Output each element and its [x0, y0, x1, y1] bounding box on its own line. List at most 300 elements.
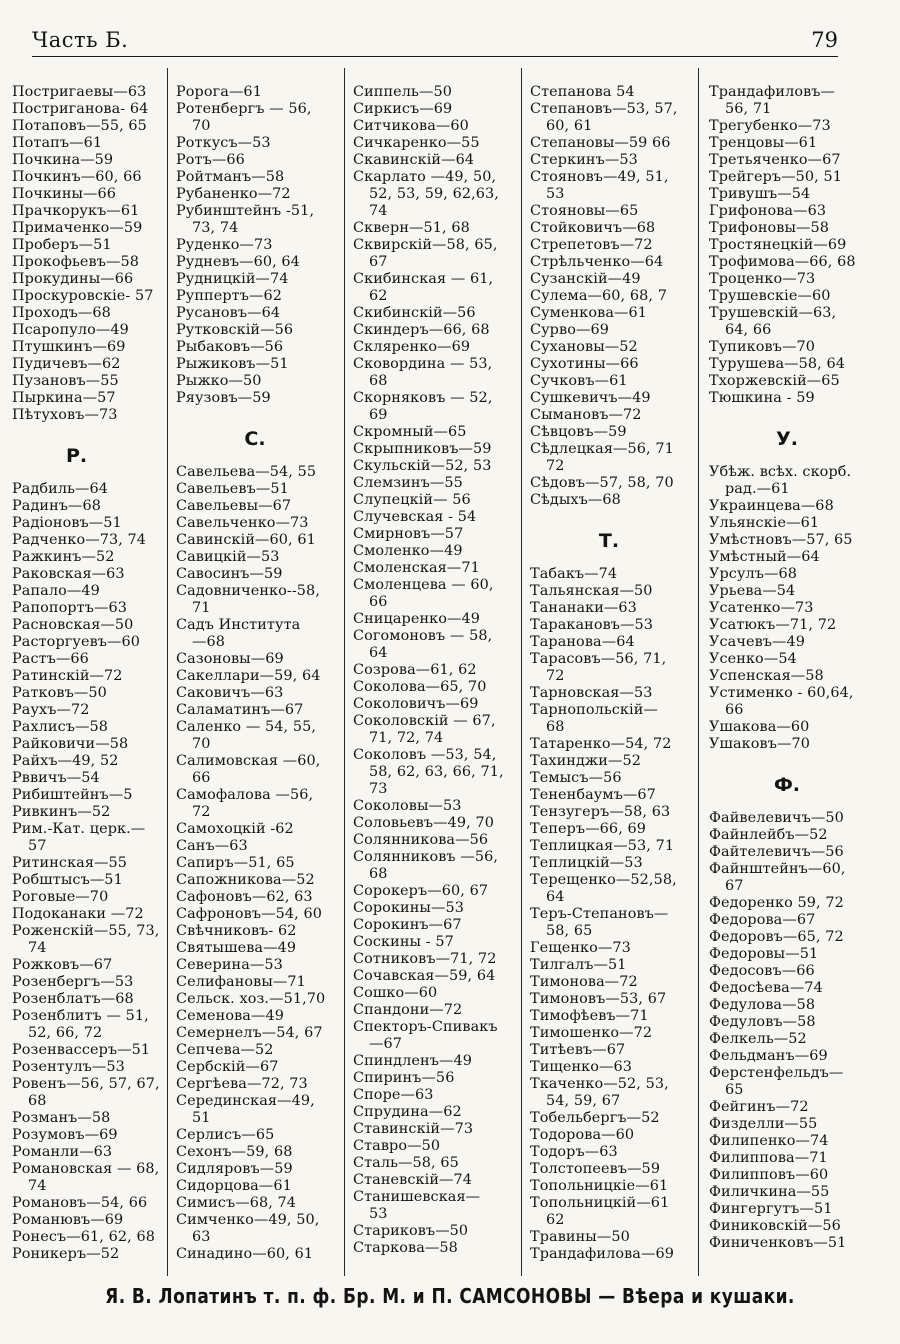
- index-entry: Розентулъ—53: [12, 1059, 125, 1075]
- index-entry: Тимоновъ—53, 67: [530, 991, 667, 1007]
- index-entry: Соколовы—53: [353, 798, 462, 814]
- index-entry: Почкина—59: [12, 152, 114, 168]
- index-entry: Федоровъ—65, 72: [709, 929, 844, 945]
- index-entry: Розманъ—58: [12, 1110, 111, 1126]
- index-entry: Филичкина—55: [709, 1184, 830, 1200]
- index-entry: Трушевскій—63, 64, 66: [709, 305, 837, 338]
- index-entry: Усачевъ—49: [709, 634, 806, 650]
- index-entry: Тарнопольскій— 68: [530, 702, 658, 735]
- index-entry: Трандафиловъ— 56, 71: [709, 84, 836, 117]
- index-entry: Проберъ—51: [12, 237, 112, 253]
- column-5: [699, 68, 875, 1276]
- index-entry: Суменкова—61: [530, 305, 648, 321]
- index-entry: Фельдманъ—69: [709, 1048, 828, 1064]
- index-entry: Пѣтуховъ—73: [12, 407, 118, 423]
- index-entry: Савельевы—67: [176, 498, 292, 514]
- index-entry: Савинскій—60, 61: [176, 532, 316, 548]
- index-entry: Топольницкіе—61: [530, 1178, 669, 1194]
- index-entry: Ривкинъ—52: [12, 804, 111, 820]
- index-entry: Финиченковъ—51: [709, 1235, 847, 1251]
- index-entry: Тахинджи—52: [530, 753, 641, 769]
- index-entry: Федорова—67: [709, 912, 816, 928]
- index-entry: Пыркина—57: [12, 390, 116, 406]
- index-entry: Троценко—73: [709, 271, 816, 287]
- index-entry: Потапъ—61: [12, 135, 103, 151]
- index-entry: Рыжиковъ—51: [176, 356, 289, 372]
- index-entry: Романовская — 68, 74: [12, 1161, 160, 1194]
- index-entry: Ульянскіе—61: [709, 515, 820, 531]
- index-entry: Розенблатъ—68: [12, 991, 134, 1007]
- index-entry: Ротъ—66: [176, 152, 245, 168]
- index-entry: Соскины - 57: [353, 934, 454, 950]
- index-entry: Северина—53: [176, 957, 283, 973]
- index-entry: Темысъ—56: [530, 770, 622, 786]
- index-entry: Рахлисъ—58: [12, 719, 109, 735]
- index-entry: Гещенко—73: [530, 940, 631, 956]
- index-entry: Рыжко—50: [176, 373, 262, 389]
- index-entry: Радбиль—64: [12, 481, 109, 497]
- section-letter-heading: Ф.: [773, 774, 801, 796]
- index-entry: Сницаренко—49: [353, 611, 481, 627]
- index-entry: Райхъ—49, 52: [12, 753, 119, 769]
- index-entry: Степановы—59 66: [530, 135, 671, 151]
- index-entry: Проскуровскіе- 57: [12, 288, 154, 304]
- index-entry: Савицкій—53: [176, 549, 280, 565]
- index-entry: Рубинштейнъ -51, 73, 74: [176, 203, 315, 236]
- index-entry: Тарновская—53: [530, 685, 653, 701]
- index-entry: Рудницкій—74: [176, 271, 289, 287]
- index-entry: Тененбаумъ—67: [530, 787, 656, 803]
- index-entry: Тростянецкій—69: [709, 237, 847, 253]
- index-entry: Смоленко—49: [353, 543, 463, 559]
- index-entry: Ситчикова—60: [353, 118, 469, 134]
- index-entry: Самофалова —56, 72: [176, 787, 314, 820]
- index-entry: Умѣстный—64: [709, 549, 820, 565]
- index-entry: Смирновъ—57: [353, 526, 464, 542]
- page-number: 79: [811, 28, 838, 52]
- index-entry: Сурво—69: [530, 322, 609, 338]
- index-entry: Рапало—49: [12, 583, 100, 599]
- index-entry: Устименко - 60,64, 66: [709, 685, 854, 718]
- index-entry: Скромный—65: [353, 424, 467, 440]
- index-entry: Ратковъ—50: [12, 685, 107, 701]
- index-columns: [0, 68, 900, 1276]
- index-entry: Потаповъ—55, 65: [12, 118, 147, 134]
- index-entry: Тривушъ—54: [709, 186, 811, 202]
- index-entry: Подоканаки —72: [12, 906, 144, 922]
- index-entry: Споре—63: [353, 1087, 434, 1103]
- index-entry: Финиковскій—56: [709, 1218, 841, 1234]
- index-entry: Робштысъ—51: [12, 872, 123, 888]
- index-entry: Усенко—54: [709, 651, 797, 667]
- index-entry: Ставинскій—73: [353, 1121, 474, 1137]
- index-entry: Савосинъ—59: [176, 566, 283, 582]
- index-entry: Сапожникова—52: [176, 872, 315, 888]
- index-entry: Роженскій—55, 73, 74: [12, 923, 160, 956]
- index-entry: Почкины—66: [12, 186, 117, 202]
- index-entry: Сазоновы—69: [176, 651, 284, 667]
- index-entry: Сафроновъ—54, 60: [176, 906, 323, 922]
- index-entry: Ушаковъ—70: [709, 736, 810, 752]
- index-entry: Созрова—61, 62: [353, 662, 477, 678]
- index-entry: Тимофѣевъ—71: [530, 1008, 649, 1024]
- index-entry: Постриганова- 64: [12, 101, 149, 117]
- index-entry: Скарлато —49, 50, 52, 53, 59, 62,63, 74: [353, 169, 499, 219]
- index-entry: Ферстенфельдъ— 65: [709, 1065, 844, 1098]
- index-entry: Тодорова—60: [530, 1127, 635, 1143]
- index-entry: Таракановъ—53: [530, 617, 654, 633]
- index-entry: Фейгинъ—72: [709, 1099, 809, 1115]
- index-entry: Семенова—49: [176, 1008, 284, 1024]
- index-entry: Ряузовъ—59: [176, 390, 271, 406]
- index-entry: Рубаненко—72: [176, 186, 291, 202]
- index-entry: Тимошенко—72: [530, 1025, 653, 1041]
- index-entry: Сулема—60, 68, 7: [530, 288, 667, 304]
- index-entry: Серлисъ—65: [176, 1127, 275, 1143]
- index-entry: Сакеллари—59, 64: [176, 668, 321, 684]
- index-entry: Соколовъ —53, 54, 58, 62, 63, 66, 71, 73: [353, 747, 504, 797]
- index-entry: Синадино—60, 61: [176, 1246, 314, 1262]
- index-entry: Ушакова—60: [709, 719, 810, 735]
- index-entry: Ставро—50: [353, 1138, 441, 1154]
- index-entry: Степановъ—53, 57, 60, 61: [530, 101, 678, 134]
- index-entry: Рыбаковъ—56: [176, 339, 284, 355]
- index-entry: Скляренко—69: [353, 339, 471, 355]
- advertisement-footer: Я. В. Лопатинъ т. п. ф. Бр. М. и П. САМСОНОВЫ — Вѣера и кушаки.: [105, 1284, 795, 1308]
- index-entry: Роговые—70: [12, 889, 109, 905]
- index-entry: Соколовичъ—69: [353, 696, 479, 712]
- index-entry: Розенвассеръ—51: [12, 1042, 151, 1058]
- index-entry: Сехонъ—59, 68: [176, 1144, 293, 1160]
- index-entry: Птушкинъ—69: [12, 339, 126, 355]
- index-entry: Скавинскій—64: [353, 152, 475, 168]
- index-entry: Саламатинъ—67: [176, 702, 304, 718]
- index-entry: Соловьевъ—49, 70: [353, 815, 494, 831]
- index-entry: Трегубенко—73: [709, 118, 831, 134]
- index-entry: Санъ—63: [176, 838, 248, 854]
- index-entry: Романли—63: [12, 1144, 113, 1160]
- index-entry: Трушевскіе—60: [709, 288, 831, 304]
- part-title: Часть Б.: [32, 28, 129, 52]
- index-entry: Слупецкій— 56: [353, 492, 471, 508]
- index-entry: Украинцева—68: [709, 498, 834, 514]
- index-entry: Скверн—51, 68: [353, 220, 470, 236]
- index-entry: Расновская—50: [12, 617, 134, 633]
- index-entry: Тищенко—63: [530, 1059, 633, 1075]
- index-entry: Скорняковъ — 52, 69: [353, 390, 493, 423]
- index-entry: Солянниковъ —56, 68: [353, 849, 499, 882]
- index-entry: Спандони—72: [353, 1002, 463, 1018]
- index-entry: Салимовская —60, 66: [176, 753, 321, 786]
- index-entry: Сорокинъ—67: [353, 917, 462, 933]
- index-entry: Стеркинъ—53: [530, 152, 638, 168]
- index-entry: Саковичъ—63: [176, 685, 284, 701]
- index-entry: Сталь—58, 65: [353, 1155, 459, 1171]
- index-entry: Станевскій—74: [353, 1172, 473, 1188]
- index-entry: Садъ Института —68: [176, 617, 301, 650]
- index-entry: Тимонова—72: [530, 974, 638, 990]
- index-entry: Рутковскій—56: [176, 322, 294, 338]
- index-entry: Сѣдовъ—57, 58, 70: [530, 475, 674, 491]
- index-entry: Радченко—73, 74: [12, 532, 147, 548]
- index-entry: Руденко—73: [176, 237, 273, 253]
- index-entry: Сошко—60: [353, 985, 438, 1001]
- index-entry: Постригаевы—63: [12, 84, 147, 100]
- index-entry: Федосовъ—66: [709, 963, 815, 979]
- index-entry: Сорокины—53: [353, 900, 464, 916]
- index-entry: Турушева—58, 64: [709, 356, 845, 372]
- index-entry: Спиринъ—56: [353, 1070, 455, 1086]
- index-entry: Трейгеръ—50, 51: [709, 169, 843, 185]
- column-1: [8, 68, 168, 1276]
- index-entry: Толстопеевъ—59: [530, 1161, 661, 1177]
- index-entry: Сотниковъ—71, 72: [353, 951, 497, 967]
- index-entry: Случевская - 54: [353, 509, 477, 525]
- index-entry: Стояновы—65: [530, 203, 639, 219]
- index-entry: Федулова—58: [709, 997, 816, 1013]
- index-entry: Раковская—63: [12, 566, 125, 582]
- index-entry: Прокудины—66: [12, 271, 134, 287]
- index-entry: Степанова 54: [530, 84, 635, 100]
- index-entry: Тензугеръ—58, 63: [530, 804, 671, 820]
- index-entry: Сергѣева—72, 73: [176, 1076, 308, 1092]
- index-entry: Сѣвцовъ—59: [530, 424, 627, 440]
- index-entry: Топольницкій—61 62: [530, 1195, 670, 1228]
- index-entry: Рудневъ—60, 64: [176, 254, 300, 270]
- index-entry: Урьева—54: [709, 583, 796, 599]
- index-entry: Садовниченко--58, 71: [176, 583, 320, 616]
- index-entry: Расторгуевъ—60: [12, 634, 141, 650]
- index-entry: Смоленцева — 60, 66: [353, 577, 494, 610]
- index-entry: Растъ—66: [12, 651, 89, 667]
- index-entry: Рибиштейнъ—5: [12, 787, 133, 803]
- index-entry: Татаренко—54, 72: [530, 736, 672, 752]
- index-entry: Раухъ—72: [12, 702, 90, 718]
- section-letter-heading: У.: [776, 428, 798, 450]
- index-entry: Тхоржевскій—65: [709, 373, 840, 389]
- column-3: [345, 68, 522, 1276]
- index-entry: Фингергутъ—51: [709, 1201, 833, 1217]
- index-entry: Скрыпниковъ—59: [353, 441, 492, 457]
- index-entry: Сапиръ—51, 65: [176, 855, 295, 871]
- index-entry: Сымановъ—72: [530, 407, 642, 423]
- index-entry: Тарасовъ—56, 71, 72: [530, 651, 667, 684]
- index-entry: Грифонова—63: [709, 203, 827, 219]
- index-entry: Радинъ—68: [12, 498, 102, 514]
- index-entry: Симисъ—68, 74: [176, 1195, 297, 1211]
- index-entry: Ритинская—55: [12, 855, 128, 871]
- index-entry: Сухотины—66: [530, 356, 639, 372]
- index-entry: Травины—50: [530, 1229, 630, 1245]
- index-entry: Рапопортъ—63: [12, 600, 128, 616]
- index-entry: Тодоръ—63: [530, 1144, 618, 1160]
- index-entry: Федуловъ—58: [709, 1014, 816, 1030]
- index-entry: Федоренко 59, 72: [709, 895, 844, 911]
- index-entry: Спиндленъ—49: [353, 1053, 472, 1069]
- index-entry: Ронесъ—61, 62, 68: [12, 1229, 155, 1245]
- index-entry: Скибинская — 61, 62: [353, 271, 494, 304]
- index-entry: Спрудина—62: [353, 1104, 462, 1120]
- index-entry: Проходъ—68: [12, 305, 111, 321]
- index-entry: Тананаки—63: [530, 600, 637, 616]
- index-entry: Тилгалъ—51: [530, 957, 627, 973]
- index-entry: Романювъ—69: [12, 1212, 124, 1228]
- index-entry: Филипенко—74: [709, 1133, 829, 1149]
- page-header: [32, 24, 838, 57]
- index-entry: Файнштейнъ—60, 67: [709, 861, 846, 894]
- index-entry: Теплицкій—53: [530, 855, 643, 871]
- index-entry: Тальянская—50: [530, 583, 653, 599]
- index-entry: Федосѣева—74: [709, 980, 823, 996]
- index-entry: Рввичъ—54: [12, 770, 100, 786]
- index-entry: Убѣж. всѣх. скорб. рад.—61: [709, 464, 852, 497]
- index-entry: Файтелевичъ—56: [709, 844, 844, 860]
- index-entry: Фелкель—52: [709, 1031, 807, 1047]
- index-entry: Тупиковъ—70: [709, 339, 815, 355]
- index-entry: Сиппель—50: [353, 84, 452, 100]
- index-entry: Слемзинъ—55: [353, 475, 463, 491]
- index-entry: Усатенко—73: [709, 600, 814, 616]
- index-entry: Трифоновы—58: [709, 220, 830, 236]
- index-entry: Федоровы—51: [709, 946, 819, 962]
- index-entry: Псаропуло—49: [12, 322, 129, 338]
- index-entry: Теръ-Степановъ— 58, 65: [530, 906, 669, 939]
- index-entry: Ротенбергъ — 56, 70: [176, 101, 312, 134]
- index-entry: Скульскій—52, 53: [353, 458, 492, 474]
- index-entry: Рожковъ—67: [12, 957, 113, 973]
- index-entry: Стрепетовъ—72: [530, 237, 653, 253]
- index-entry: Сидорцова—61: [176, 1178, 292, 1194]
- index-entry: Рим.-Кат. церк.— 57: [12, 821, 146, 854]
- index-entry: Селифановы—71: [176, 974, 306, 990]
- index-entry: Трофимова—66, 68: [709, 254, 856, 270]
- index-entry: Скиндеръ—66, 68: [353, 322, 490, 338]
- index-entry: Соколова—65, 70: [353, 679, 487, 695]
- index-entry: Титѣевъ—67: [530, 1042, 626, 1058]
- index-entry: Сухановы—52: [530, 339, 638, 355]
- index-entry: Сочавская—59, 64: [353, 968, 496, 984]
- index-entry: Райковичи—58: [12, 736, 129, 752]
- index-entry: Стойковичъ—68: [530, 220, 656, 236]
- index-entry: Третьяченко—67: [709, 152, 841, 168]
- index-entry: Сепчева—52: [176, 1042, 274, 1058]
- index-entry: Сорокеръ—60, 67: [353, 883, 489, 899]
- index-entry: Станишевская— 53: [353, 1189, 481, 1222]
- index-entry: Сидляровъ—59: [176, 1161, 293, 1177]
- index-entry: Сѣдыхъ—68: [530, 492, 621, 508]
- index-entry: Файвелевичъ—50: [709, 810, 844, 826]
- index-entry: Смоленская—71: [353, 560, 480, 576]
- index-entry: Филиппова—71: [709, 1150, 828, 1166]
- index-entry: Святышева—49: [176, 940, 297, 956]
- index-entry: Роткусъ—53: [176, 135, 271, 151]
- index-entry: Прачкорукъ—61: [12, 203, 140, 219]
- index-entry: Терещенко—52,58, 64: [530, 872, 677, 905]
- index-entry: Усатюкъ—71, 72: [709, 617, 837, 633]
- index-entry: Теплицкая—53, 71: [530, 838, 675, 854]
- index-entry: Теперъ—66, 69: [530, 821, 647, 837]
- index-entry: Семернелъ—54, 67: [176, 1025, 323, 1041]
- index-entry: Тюшкина - 59: [709, 390, 815, 406]
- index-entry: Табакъ—74: [530, 566, 618, 582]
- index-entry: Прокофьевъ—58: [12, 254, 139, 270]
- index-entry: Розенбергъ—53: [12, 974, 134, 990]
- index-entry: Сучковъ—61: [530, 373, 628, 389]
- index-entry: Физделли—55: [709, 1116, 818, 1132]
- index-entry: Ражкинъ—52: [12, 549, 115, 565]
- index-entry: Сѣдлецкая—56, 71 72: [530, 441, 674, 474]
- index-entry: Сквирскій—58, 65, 67: [353, 237, 498, 270]
- index-entry: Старкова—58: [353, 1240, 458, 1256]
- index-entry: Самохоцкій -62: [176, 821, 294, 837]
- index-entry: Скибинскій—56: [353, 305, 476, 321]
- index-entry: Розенблитъ — 51, 52, 66, 72: [12, 1008, 149, 1041]
- index-entry: Ровенъ—56, 57, 67, 68: [12, 1076, 160, 1109]
- index-entry: Трандафилова—69: [530, 1246, 674, 1262]
- index-entry: Урсулъ—68: [709, 566, 798, 582]
- index-entry: Савельева—54, 55: [176, 464, 317, 480]
- index-entry: Стрѣльченко—64: [530, 254, 664, 270]
- column-4: [522, 68, 699, 1276]
- index-entry: Романовъ—54, 66: [12, 1195, 148, 1211]
- index-entry: Ророга—61: [176, 84, 262, 100]
- index-entry: Примаченко—59: [12, 220, 143, 236]
- index-entry: Умѣстновъ—57, 65: [709, 532, 853, 548]
- section-letter-heading: Р.: [66, 445, 88, 467]
- index-entry: Савельченко—73: [176, 515, 309, 531]
- index-entry: Сушкевичъ—49: [530, 390, 651, 406]
- index-entry: Соколовскій — 67, 71, 72, 74: [353, 713, 496, 746]
- index-entry: Файнлейбъ—52: [709, 827, 828, 843]
- section-letter-heading: Т.: [598, 530, 620, 552]
- index-entry: Свѣчниковъ- 62: [176, 923, 297, 939]
- index-entry: Серединская—49, 51: [176, 1093, 315, 1126]
- column-2: [168, 68, 345, 1276]
- index-entry: Сербскій—67: [176, 1059, 279, 1075]
- index-entry: Согомоновъ — 58, 64: [353, 628, 493, 661]
- index-entry: Филипповъ—60: [709, 1167, 829, 1183]
- index-entry: Савельевъ—51: [176, 481, 289, 497]
- index-entry: Сичкаренко—55: [353, 135, 480, 151]
- index-entry: Сельск. хоз.—51,70: [176, 991, 326, 1007]
- index-entry: Сковордина — 53, 68: [353, 356, 493, 389]
- index-entry: Пудичевъ—62: [12, 356, 121, 372]
- index-entry: Русановъ—64: [176, 305, 281, 321]
- index-entry: Стариковъ—50: [353, 1223, 469, 1239]
- index-entry: Спекторъ-Спивакъ —67: [353, 1019, 498, 1052]
- index-entry: Руппертъ—62: [176, 288, 282, 304]
- index-entry: Радіоновъ—51: [12, 515, 122, 531]
- index-entry: Успенская—58: [709, 668, 824, 684]
- index-entry: Стояновъ—49, 51, 53: [530, 169, 669, 202]
- index-entry: Розумовъ—69: [12, 1127, 118, 1143]
- index-entry: Ройтманъ—58: [176, 169, 285, 185]
- index-entry: Сиркисъ—69: [353, 101, 453, 117]
- index-entry: Саленко — 54, 55, 70: [176, 719, 317, 752]
- section-letter-heading: С.: [244, 428, 266, 450]
- index-entry: Тренцовы—61: [709, 135, 818, 151]
- index-entry: Пузановъ—55: [12, 373, 119, 389]
- index-entry: Ткаченко—52, 53, 54, 59, 67: [530, 1076, 669, 1109]
- index-entry: Ратинскій—72: [12, 668, 123, 684]
- index-entry: Солянникова—56: [353, 832, 489, 848]
- index-entry: Сузанскій—49: [530, 271, 641, 287]
- index-entry: Роникеръ—52: [12, 1246, 120, 1262]
- index-entry: Симченко—49, 50, 63: [176, 1212, 320, 1245]
- index-entry: Почкинъ—60, 66: [12, 169, 142, 185]
- index-entry: Тобельбергъ—52: [530, 1110, 660, 1126]
- index-entry: Сафоновъ—62, 63: [176, 889, 313, 905]
